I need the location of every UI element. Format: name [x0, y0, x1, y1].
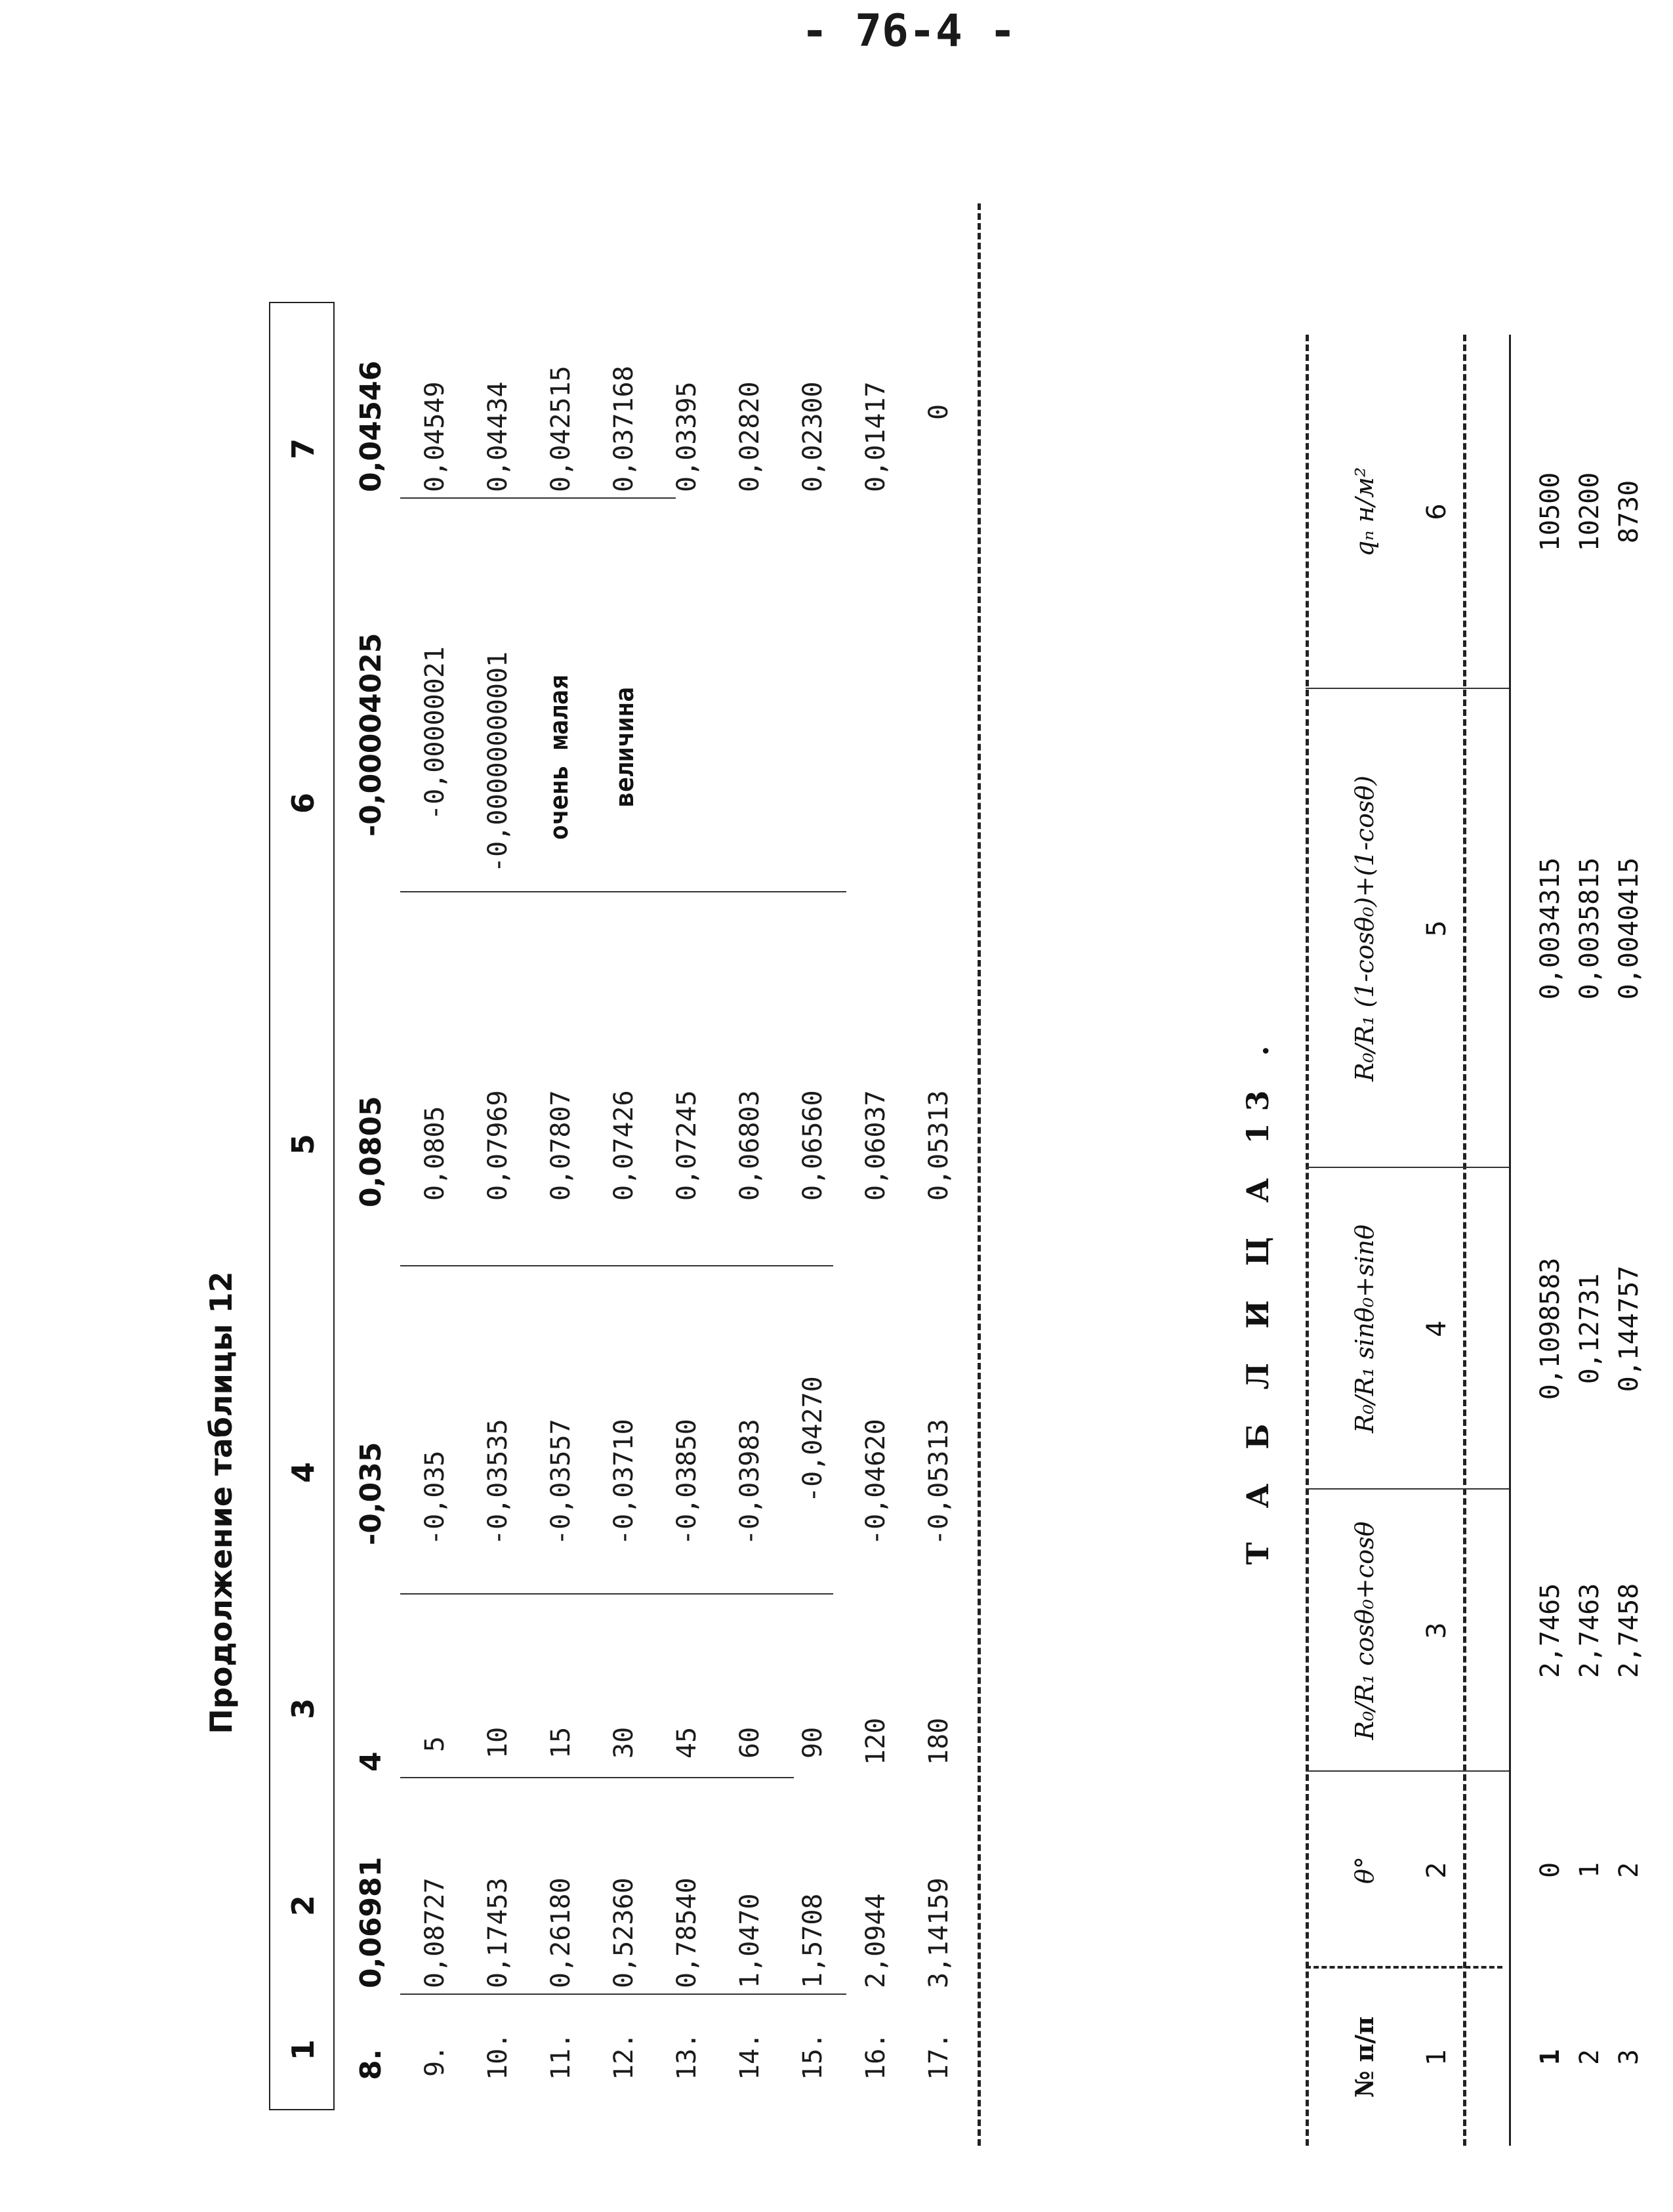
- table13-header-4: R₀/R₁ sinθ₀+sinθ: [1350, 1224, 1379, 1433]
- table12-caption: Продолжение таблицы 12: [203, 1271, 239, 1734]
- table13-cell: 0,144757: [1614, 1265, 1644, 1392]
- table13-cell: 0,0035815: [1575, 857, 1605, 1000]
- table13-header-5: R₀/R₁ (1-cosθ₀)+(1-cosθ): [1350, 775, 1379, 1082]
- table12-cell: 0,06981: [354, 1856, 388, 1988]
- table13-cell: 2,7463: [1575, 1583, 1605, 1679]
- table12-cell: 45: [672, 1726, 702, 1759]
- table12-header-4: 4: [285, 1462, 321, 1484]
- table13-cell: 1: [1535, 2049, 1565, 2066]
- table12-cell: 15.: [798, 2032, 828, 2080]
- table12-cell: 0,07969: [483, 1090, 513, 1201]
- table12-cell: 0,037168: [609, 365, 639, 492]
- table12-cell: 0,01417: [861, 381, 891, 492]
- column-divider: [1306, 1770, 1509, 1772]
- table13-cell: 2: [1575, 2049, 1605, 2066]
- table12-cell: -0,035: [420, 1450, 450, 1545]
- table12-cell: 0,02820: [735, 381, 765, 492]
- table13-cell: 10200: [1575, 472, 1605, 552]
- table12-cell: 10.: [483, 2032, 513, 2080]
- table12-note-line2: величина: [610, 686, 639, 807]
- table12-cell: 13.: [672, 2032, 702, 2080]
- table12-cell: -0,035: [354, 1442, 388, 1545]
- table12-cell: 180: [924, 1717, 954, 1765]
- table12-cell: 90: [798, 1726, 828, 1759]
- table12-cell: -0,03983: [735, 1419, 765, 1545]
- table13-cell: 8730: [1614, 480, 1644, 544]
- table12-cell: 1,5708: [798, 1893, 828, 1988]
- column-divider: [1306, 1488, 1509, 1490]
- page-number: - 76-4 -: [801, 5, 1016, 57]
- table12-cell: 0,02300: [798, 381, 828, 492]
- table13-header-bottom-line: [1463, 335, 1466, 2146]
- table13-cell: 1: [1575, 1862, 1605, 1879]
- table12-cell: -0,03850: [672, 1419, 702, 1545]
- table12-cell: 0,17453: [483, 1877, 513, 1988]
- table13-header-1: № п/п: [1350, 2016, 1379, 2098]
- table12-header-1: 1: [285, 2039, 321, 2061]
- table12-cell: 0,06037: [861, 1090, 891, 1201]
- table12-cell: 0,042515: [546, 365, 576, 492]
- table13-header-2: θ°: [1350, 1856, 1379, 1884]
- table13-cell: 0,0034315: [1535, 857, 1565, 1000]
- table12-cell: 0,07245: [672, 1090, 702, 1201]
- table12-cell: 15: [546, 1726, 576, 1759]
- table12-cell: 17.: [924, 2032, 954, 2080]
- table12-cell: 60: [735, 1726, 765, 1759]
- table13-header-6: qₙ н/м²: [1350, 467, 1379, 557]
- table12-cell: 0,04434: [483, 381, 513, 492]
- table12-cell: 5: [420, 1736, 450, 1752]
- table12-cell: 0,07426: [609, 1090, 639, 1201]
- table12-header-7: 7: [285, 438, 321, 460]
- table12-cell: 0,26180: [546, 1877, 576, 1988]
- table13-cell: 0: [1535, 1862, 1565, 1879]
- table12-cell: 0,03395: [672, 381, 702, 492]
- table12-cell: -0,03557: [546, 1419, 576, 1545]
- table13-cell: 2,7458: [1614, 1583, 1644, 1679]
- table12-cell: -0,03535: [483, 1419, 513, 1545]
- table12-cell: 0,0805: [354, 1096, 388, 1207]
- table13-cell: 10500: [1535, 472, 1565, 552]
- table13-number-row-line: [1509, 335, 1511, 2146]
- table13-cell: 0,1098583: [1535, 1257, 1565, 1400]
- table13-cell: 2,7465: [1535, 1583, 1565, 1679]
- table12-cell: 1,0470: [735, 1893, 765, 1988]
- table12-cell: 4: [354, 1751, 388, 1772]
- table12-cell: 0,06560: [798, 1090, 828, 1201]
- table12-cell: 12.: [609, 2032, 639, 2080]
- table12-cell: 0,05313: [924, 1090, 954, 1201]
- table12-cell: 30: [609, 1726, 639, 1759]
- table12-cell: 2,0944: [861, 1893, 891, 1988]
- table12-cell: 0,06803: [735, 1090, 765, 1201]
- column-divider: [1306, 688, 1509, 689]
- table12-cell: 0,04546: [354, 360, 388, 492]
- table12-cell: 14.: [735, 2032, 765, 2080]
- table13-colnum-3: 3: [1422, 1622, 1452, 1639]
- table13-top-line: [1306, 335, 1309, 2146]
- table13-colnum-6: 6: [1422, 503, 1452, 520]
- table12-cell: 0,07807: [546, 1090, 576, 1201]
- table13-colnum-2: 2: [1422, 1862, 1452, 1879]
- column-divider: [1306, 1966, 1502, 1969]
- table13-colnum-1: 1: [1422, 2049, 1452, 2066]
- table12-cell: 8.: [354, 2049, 388, 2080]
- table13-header-3: R₀/R₁ cosθ₀+cosθ: [1350, 1521, 1379, 1740]
- table12-header-6: 6: [285, 793, 321, 814]
- table12-cell: 120: [861, 1717, 891, 1765]
- table13-cell: 2: [1614, 1862, 1644, 1879]
- table12-cell: -0,00000021: [420, 646, 450, 820]
- column-divider: [400, 497, 676, 499]
- table13-title: Т А Б Л И Ц А 13 .: [1240, 1033, 1275, 1565]
- table12-header-2: 2: [285, 1895, 321, 1917]
- table12-cell: 0,52360: [609, 1877, 639, 1988]
- table12-cell: 3,14159: [924, 1877, 954, 1988]
- table12-cell: -0,05313: [924, 1419, 954, 1545]
- table12-cell: 9.: [420, 2045, 450, 2077]
- table12-cell: -0,00004025: [354, 633, 388, 837]
- column-divider: [400, 891, 846, 892]
- column-divider: [400, 1593, 833, 1595]
- table13-colnum-4: 4: [1422, 1320, 1452, 1337]
- table12-header-row: [269, 302, 335, 2110]
- table12-cell: 11.: [546, 2032, 576, 2080]
- table12-cell: 0,04549: [420, 381, 450, 492]
- table12-cell: -0,00000000001: [483, 651, 513, 873]
- table-separator-line: [978, 203, 981, 2146]
- table13-colnum-5: 5: [1422, 920, 1452, 937]
- rotated-page-content: [164, 164, 1673, 2185]
- table13-cell: 0,12731: [1575, 1273, 1605, 1385]
- column-divider: [400, 1265, 833, 1266]
- table12-cell: -0,04620: [861, 1419, 891, 1545]
- table13-cell: 0,0040415: [1614, 857, 1644, 1000]
- column-divider: [400, 1777, 794, 1778]
- table12-cell: -0,03710: [609, 1419, 639, 1545]
- table12-cell: 0,0805: [420, 1106, 450, 1201]
- column-divider: [1306, 1167, 1509, 1168]
- table12-cell: 0,78540: [672, 1877, 702, 1988]
- table12-cell: 10: [483, 1726, 513, 1759]
- column-divider: [400, 1993, 846, 1995]
- table12-cell: 0,08727: [420, 1877, 450, 1988]
- table12-cell: 16.: [861, 2032, 891, 2080]
- table12-cell: 0: [924, 404, 954, 420]
- table13-cell: 3: [1614, 2049, 1644, 2066]
- table12-cell: -0,04270: [798, 1376, 828, 1503]
- table12-note-line1: очень малая: [545, 675, 573, 840]
- table12-header-3: 3: [285, 1698, 321, 1720]
- table12-header-5: 5: [285, 1134, 321, 1156]
